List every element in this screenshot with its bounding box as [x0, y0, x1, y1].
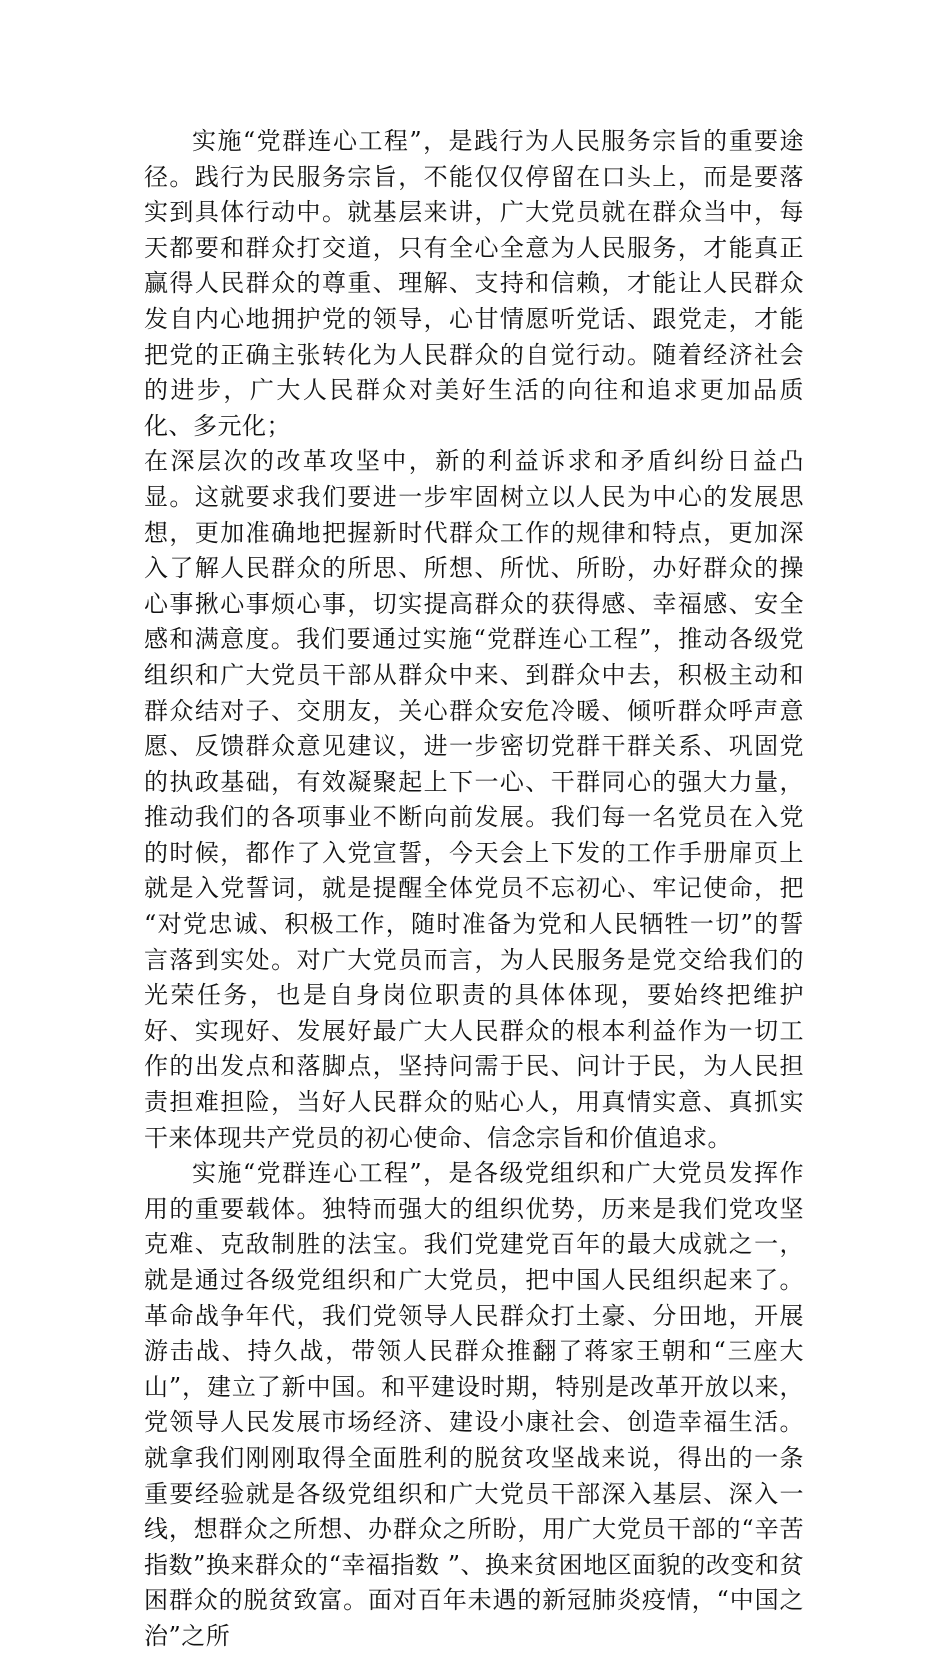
- paragraph-1: 实施“党群连心工程”，是践行为人民服务宗旨的重要途径。践行为民服务宗旨，不能仅仅停留在口头上，而是要落实到具体行动中。就基层来讲，广大党员就在群众当中，每天都要和群众打交道，只有全心全意为人民服务，才能真正赢得人民群众的尊重、理解、支持和信赖，才能让人民群众发自内心地拥护党的领导，心甘情愿听党话、跟党走，才能把党的正确主张转化为人民群众的自觉行动。随着经济社会的进步，广大人民群众对美好生活的向往和追求更加品质化、多元化；: [144, 127, 804, 440]
- paragraph-3: 实施“党群连心工程”，是各级党组织和广大党员发挥作用的重要载体。独特而强大的组织优势，历来是我们党攻坚克难、克敌制胜的法宝。我们党建党百年的最大成就之一，就是通过各级党组织和广大党员，把中国人民组织起来了。革命战争年代，我们党领导人民群众打土豪、分田地，开展游击战、持久战，带领人民群众推翻了蒋家王朝和“三座大山”，建立了新中国。和平建设时期，特别是改革开放以来，党领导人民发展市场经济、建设小康社会、创造幸福生活。就拿我们刚刚取得全面胜利的脱贫攻坚战来说，得出的一条重要经验就是各级党组织和广大党员干部深入基层、深入一线，想群众之所想、办群众之所盼，用广大党员干部的“辛苦指数”换来群众的“幸福指数 ”、换来贫困地区面貌的改变和贫困群众的脱贫致富。面对百年未遇的新冠肺炎疫情，“中国之治”之所: [144, 1159, 804, 1650]
- document-body: [144, 124, 804, 1655]
- paragraph-2: 在深层次的改革攻坚中，新的利益诉求和矛盾纠纷日益凸显。这就要求我们要进一步牢固树立以人民为中心的发展思想，更加准确地把握新时代群众工作的规律和特点，更加深入了解人民群众的所思、所想、所忧、所盼，办好群众的操心事揪心事烦心事，切实提高群众的获得感、幸福感、安全感和满意度。我们要通过实施“党群连心工程”，推动各级党组织和广大党员干部从群众中来、到群众中去，积极主动和群众结对子、交朋友，关心群众安危冷暖、倾听群众呼声意愿、反馈群众意见建议，进一步密切党群干群关系、巩固党的执政基础，有效凝聚起上下一心、干群同心的强大力量，推动我们的各项事业不断向前发展。我们每一名党员在入党的时候，都作了入党宣誓，今天会上下发的工作手册扉页上就是入党誓词，就是提醒全体党员不忘初心、牢记使命，把 “对党忠诚、积极工作，随时准备为党和人民牺牲一切”的誓言落到实处。对广大党员而言，为人民服务是党交给我们的光荣任务，也是自身岗位职责的具体体现，要始终把维护好、实现好、发展好最广大人民群众的根本利益作为一切工作的出发点和落脚点，坚持问需于民、问计于民，为人民担责担难担险，当好人民群众的贴心人，用真情实意、真抓实干来体现共产党员的初心使命、信念宗旨和价值追求。: [144, 447, 804, 1152]
